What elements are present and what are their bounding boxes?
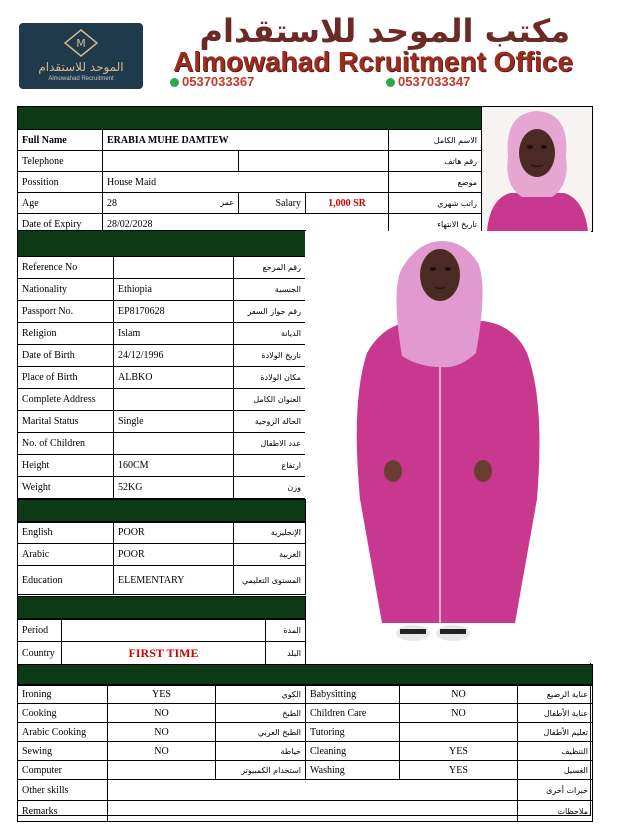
language-label: Education <box>18 566 114 595</box>
details-arabic-label: الحالة الزوجية <box>234 411 306 433</box>
skill-value <box>108 761 216 780</box>
whatsapp-icon <box>170 78 179 87</box>
skill-label: Sewing <box>18 742 108 761</box>
skill-value: NO <box>400 685 518 704</box>
row-full-name <box>18 130 482 151</box>
skill-row <box>18 723 593 742</box>
skill-label: Babysitting <box>306 685 400 704</box>
details-row <box>18 257 306 279</box>
details-label: Height <box>18 455 114 477</box>
details-table <box>17 256 306 499</box>
skill-arabic-label: عناية الأطفال <box>518 704 593 723</box>
row-period <box>18 619 306 642</box>
skill-label: Children Care <box>306 704 400 723</box>
details-value: 24/12/1996 <box>114 345 234 367</box>
skill-row <box>18 742 593 761</box>
language-row <box>18 522 306 544</box>
details-label: No. of Children <box>18 433 114 455</box>
country-label: Country <box>18 642 62 665</box>
phone-number-2[interactable]: 0537033347 <box>386 74 470 89</box>
details-arabic-label: رقم جواز السفر <box>234 301 306 323</box>
details-row <box>18 367 306 389</box>
details-row <box>18 389 306 411</box>
details-arabic-label: وزن <box>234 477 306 499</box>
office-title-arabic: مكتب الموحد للاستقدام <box>199 12 570 50</box>
salary-arabic: راتب شهري <box>389 193 482 214</box>
skill-value <box>400 723 518 742</box>
logo-emblem-icon <box>64 29 98 57</box>
age-arabic: عمر <box>220 197 234 207</box>
skill-arabic-label: تعليم الأطفال <box>518 723 593 742</box>
telephone-arabic: رقم هاتف <box>389 151 482 172</box>
country-arabic: البلد <box>266 642 306 665</box>
position-value: House Maid <box>103 172 389 193</box>
details-value: 160CM <box>114 455 234 477</box>
skill-arabic-label: التنظيف <box>518 742 593 761</box>
language-label: English <box>18 522 114 544</box>
office-title-english: Almowahad Rcruitment Office <box>173 46 573 77</box>
skill-label: Arabic Cooking <box>18 723 108 742</box>
details-label: Reference No <box>18 257 114 279</box>
details-value <box>114 433 234 455</box>
section-bar-details <box>17 230 306 257</box>
skills-table <box>17 684 593 822</box>
expiry-value: 28/02/2028 <box>103 214 389 235</box>
details-label: Date of Birth <box>18 345 114 367</box>
age-value: 28 <box>107 197 117 209</box>
details-label: Passport No. <box>18 301 114 323</box>
remarks-arabic: ملاحظات <box>518 801 593 822</box>
telephone-label: Telephone <box>18 151 103 172</box>
details-value: Ethiopia <box>114 279 234 301</box>
skill-label: Washing <box>306 761 400 780</box>
details-value: Single <box>114 411 234 433</box>
language-row <box>18 544 306 566</box>
skill-arabic-label: الغسيل <box>518 761 593 780</box>
skill-label: Tutoring <box>306 723 400 742</box>
salary-label: Salary <box>239 193 306 214</box>
remarks-value <box>108 801 518 822</box>
salary-value: 1,000 SR <box>306 193 389 214</box>
details-label: Nationality <box>18 279 114 301</box>
skill-row <box>18 761 593 780</box>
details-arabic-label: ارتفاع <box>234 455 306 477</box>
row-position <box>18 172 482 193</box>
full-name-arabic: الاسم الكامل <box>389 130 482 151</box>
skill-arabic-label: عناية الرضيع <box>518 685 593 704</box>
skill-row <box>18 704 593 723</box>
details-value <box>114 257 234 279</box>
language-label: Arabic <box>18 544 114 566</box>
details-label: Complete Address <box>18 389 114 411</box>
full-body-photo <box>305 231 591 663</box>
skill-value: YES <box>400 742 518 761</box>
details-row <box>18 433 306 455</box>
details-value: Islam <box>114 323 234 345</box>
age-label: Age <box>18 193 103 214</box>
logo-arabic-text: الموحد للاستقدام <box>38 60 124 74</box>
phone-number-1[interactable]: 0537033367 <box>170 74 254 89</box>
details-row <box>18 301 306 323</box>
section-bar-personal <box>17 106 482 130</box>
skill-value: NO <box>108 742 216 761</box>
languages-table <box>17 521 306 595</box>
details-label: Place of Birth <box>18 367 114 389</box>
details-arabic-label: العنوان الكامل <box>234 389 306 411</box>
skill-value: NO <box>400 704 518 723</box>
skill-value: NO <box>108 704 216 723</box>
row-age-salary <box>18 193 482 214</box>
other-skills-value <box>108 780 518 801</box>
row-telephone <box>18 151 482 172</box>
skill-arabic-label: الطبخ <box>216 704 306 723</box>
details-row <box>18 411 306 433</box>
other-skills-label: Other skills <box>18 780 108 801</box>
skill-value: NO <box>108 723 216 742</box>
section-bar-languages <box>17 499 306 523</box>
details-value <box>114 389 234 411</box>
details-value: ALBKO <box>114 367 234 389</box>
language-arabic-label: المستوى التعليمي <box>234 566 306 595</box>
remarks-label: Remarks <box>18 801 108 822</box>
skill-label: Computer <box>18 761 108 780</box>
period-value <box>62 619 266 642</box>
period-label: Period <box>18 619 62 642</box>
skill-row <box>18 685 593 704</box>
personal-info-table <box>17 129 482 235</box>
details-row <box>18 455 306 477</box>
details-row <box>18 477 306 499</box>
country-value: FIRST TIME <box>62 642 266 665</box>
row-other-skills <box>18 780 593 801</box>
skill-label: Ironing <box>18 685 108 704</box>
details-arabic-label: الديانة <box>234 323 306 345</box>
language-arabic-label: الإنجليزية <box>234 522 306 544</box>
language-value: ELEMENTARY <box>114 566 234 595</box>
details-arabic-label: رقم المرجع <box>234 257 306 279</box>
details-label: Marital Status <box>18 411 114 433</box>
skill-arabic-label: استخدام الكمبيوتر <box>216 761 306 780</box>
details-row <box>18 279 306 301</box>
details-arabic-label: مكان الولادة <box>234 367 306 389</box>
skill-value: YES <box>108 685 216 704</box>
portrait-photo <box>481 106 593 232</box>
details-row <box>18 323 306 345</box>
expiry-arabic: تاريخ الانتهاء <box>389 214 482 235</box>
section-bar-experience <box>17 596 306 620</box>
portrait-photo-icon <box>482 107 592 231</box>
svg-text:M: M <box>76 37 86 50</box>
skill-label: Cooking <box>18 704 108 723</box>
section-bar-skills <box>17 664 593 686</box>
expiry-label: Date of Expiry <box>18 214 103 235</box>
row-remarks <box>18 801 593 822</box>
details-value: 52KG <box>114 477 234 499</box>
skill-arabic-label: خياطة <box>216 742 306 761</box>
details-value: EP8170628 <box>114 301 234 323</box>
agency-logo <box>19 23 143 89</box>
details-arabic-label: عدد الاطفال <box>234 433 306 455</box>
skill-arabic-label: الطبخ العربي <box>216 723 306 742</box>
details-label: Weight <box>18 477 114 499</box>
details-label: Religion <box>18 323 114 345</box>
full-body-photo-icon <box>305 231 591 663</box>
full-name-value: ERABIA MUHE DAMTEW <box>103 130 389 151</box>
period-arabic: المدة <box>266 619 306 642</box>
full-name-label: Full Name <box>18 130 103 151</box>
skill-value: YES <box>400 761 518 780</box>
details-arabic-label: الجنسية <box>234 279 306 301</box>
skill-label: Cleaning <box>306 742 400 761</box>
whatsapp-icon <box>386 78 395 87</box>
details-row <box>18 345 306 367</box>
language-value: POOR <box>114 544 234 566</box>
language-row <box>18 566 306 595</box>
other-skills-arabic: خبرات أخرى <box>518 780 593 801</box>
telephone-value <box>103 151 239 172</box>
language-value: POOR <box>114 522 234 544</box>
logo-english-text: Almowahad Recruitment <box>48 76 114 82</box>
details-arabic-label: تاريخ الولادة <box>234 345 306 367</box>
experience-table <box>17 618 306 665</box>
skill-arabic-label: الكوي <box>216 685 306 704</box>
position-arabic: موضع <box>389 172 482 193</box>
position-label: Possition <box>18 172 103 193</box>
row-country <box>18 642 306 665</box>
language-arabic-label: العربية <box>234 544 306 566</box>
